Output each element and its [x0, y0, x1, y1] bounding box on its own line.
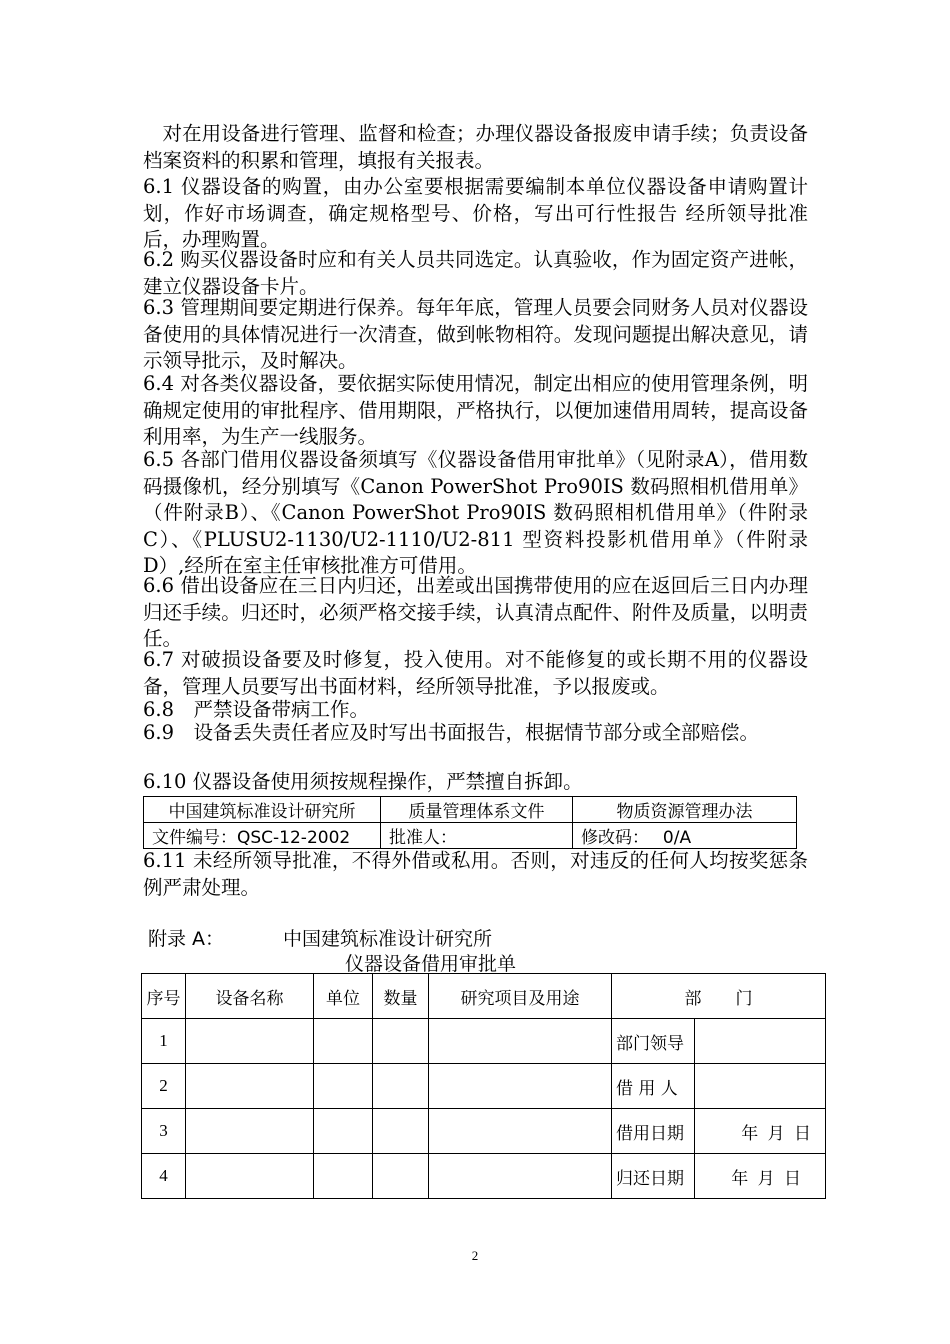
quantity-cell[interactable] — [373, 1064, 429, 1109]
document-info-table — [143, 796, 797, 849]
quantity-cell[interactable] — [373, 1019, 429, 1064]
quantity-cell[interactable] — [373, 1154, 429, 1199]
purpose-cell[interactable] — [429, 1154, 612, 1199]
header-quantity: 数量 — [373, 974, 429, 1019]
unit-cell[interactable] — [314, 1154, 373, 1199]
form-title: 仪器设备借用审批单 — [345, 953, 517, 975]
paragraph-6-7: 6.7 对破损设备要及时修复，投入使用。对不能修复的或长期不用的仪器设备，管理人员要写出书面材料，经所领导批准，予以报废或。 — [143, 648, 808, 698]
table-row — [142, 1064, 826, 1109]
paragraph-6-11: 6.11 未经所领导批准，不得外借或私用。否则，对违反的任何人均按奖惩条例严肃处理。 — [143, 849, 808, 899]
paragraph-6-1: 6.1 仪器设备的购置，由办公室要根据需要编制本单位仪器设备申请购置计划，作好市场调查，确定规格型号、价格，写出可行性报告 经所领导批准后，办理购置。 — [143, 175, 808, 251]
paragraph-6-5: 6.5 各部门借用仪器设备须填写《仪器设备借用审批单》（见附录A），借用数码摄像机，经分别填写《Canon PowerShot Pro90IS 数码照相机借用单》（件附录B）、《Canon PowerShot Pro90IS 数码照相机借用单》（件附录C）、《PLUSU2-1130/U2-1110/U2-811 型资料投影机借用单》（件附录D）,经所在室主任审核批准方可借用。 — [143, 448, 808, 577]
borrower-value[interactable] — [695, 1064, 826, 1109]
table-row — [142, 1019, 826, 1064]
purpose-cell[interactable] — [429, 1109, 612, 1154]
file-number-cell: 文件编号：QSC-12-2002 — [144, 823, 381, 849]
purpose-cell[interactable] — [429, 1064, 612, 1109]
doc-type-cell: 质量管理体系文件 — [381, 797, 573, 823]
unit-cell[interactable] — [314, 1064, 373, 1109]
equipment-name-cell[interactable] — [186, 1064, 314, 1109]
appendix-org: 中国建筑标准设计研究所 — [283, 928, 493, 950]
borrow-date-value[interactable]: 年 月 日 — [695, 1109, 826, 1154]
borrow-approval-form — [141, 973, 826, 1199]
header-equipment-name: 设备名称 — [186, 974, 314, 1019]
paragraph-6-6: 6.6 借出设备应在三日内归还，出差或出国携带使用的应在返回后三日内办理归还手续。归还时，必须严格交接手续，认真清点配件、附件及质量，以明责任。 — [143, 574, 808, 650]
table-row — [142, 1109, 826, 1154]
dept-leader-label: 部门领导 — [612, 1019, 695, 1064]
row-number: 3 — [142, 1109, 186, 1154]
revision-cell: 修改码： 0/A — [573, 823, 797, 849]
borrower-label: 借 用 人 — [612, 1064, 695, 1109]
page-number: 2 — [471, 1248, 479, 1263]
dept-leader-value[interactable] — [695, 1019, 826, 1064]
header-department: 部 门 — [612, 974, 826, 1019]
paragraph-intro: 对在用设备进行管理、监督和检查；办理仪器设备报废申请手续；负责设备档案资料的积累和管理，填报有关报表。 — [143, 122, 808, 172]
paragraph-6-10: 6.10 仪器设备使用须按规程操作，严禁擅自拆卸。 — [143, 770, 583, 793]
purpose-cell[interactable] — [429, 1019, 612, 1064]
equipment-name-cell[interactable] — [186, 1109, 314, 1154]
equipment-name-cell[interactable] — [186, 1019, 314, 1064]
quantity-cell[interactable] — [373, 1109, 429, 1154]
paragraph-6-9: 6.9 设备丢失责任者应及时写出书面报告，根据情节部分或全部赔偿。 — [143, 721, 760, 744]
appendix-label: 附录 A： — [148, 928, 225, 950]
borrow-date-label: 借用日期 — [612, 1109, 695, 1154]
header-project-purpose: 研究项目及用途 — [429, 974, 612, 1019]
row-number: 2 — [142, 1064, 186, 1109]
return-date-value[interactable]: 年 月 日 — [695, 1154, 826, 1199]
paragraph-6-3: 6.3 管理期间要定期进行保养。每年年底，管理人员要会同财务人员对仪器设备使用的具体情况进行一次清查，做到帐物相符。发现问题提出解决意见，请示领导批示，及时解决。 — [143, 296, 808, 372]
approver-cell: 批准人： — [381, 823, 573, 849]
unit-cell[interactable] — [314, 1109, 373, 1154]
row-number: 4 — [142, 1154, 186, 1199]
table-row — [142, 1154, 826, 1199]
doc-title-cell: 物质资源管理办法 — [573, 797, 797, 823]
row-number: 1 — [142, 1019, 186, 1064]
paragraph-6-4: 6.4 对各类仪器设备，要依据实际使用情况，制定出相应的使用管理条例，明确规定使用的审批程序、借用期限，严格执行，以便加速借用周转，提高设备利用率，为生产一线服务。 — [143, 372, 808, 448]
unit-cell[interactable] — [314, 1019, 373, 1064]
institute-cell: 中国建筑标准设计研究所 — [144, 797, 381, 823]
paragraph-6-2: 6.2 购买仪器设备时应和有关人员共同选定。认真验收，作为固定资产进帐，建立仪器设备卡片。 — [143, 248, 808, 298]
equipment-name-cell[interactable] — [186, 1154, 314, 1199]
return-date-label: 归还日期 — [612, 1154, 695, 1199]
header-unit: 单位 — [314, 974, 373, 1019]
header-serial: 序号 — [142, 974, 186, 1019]
paragraph-6-8: 6.8 严禁设备带病工作。 — [143, 698, 370, 721]
